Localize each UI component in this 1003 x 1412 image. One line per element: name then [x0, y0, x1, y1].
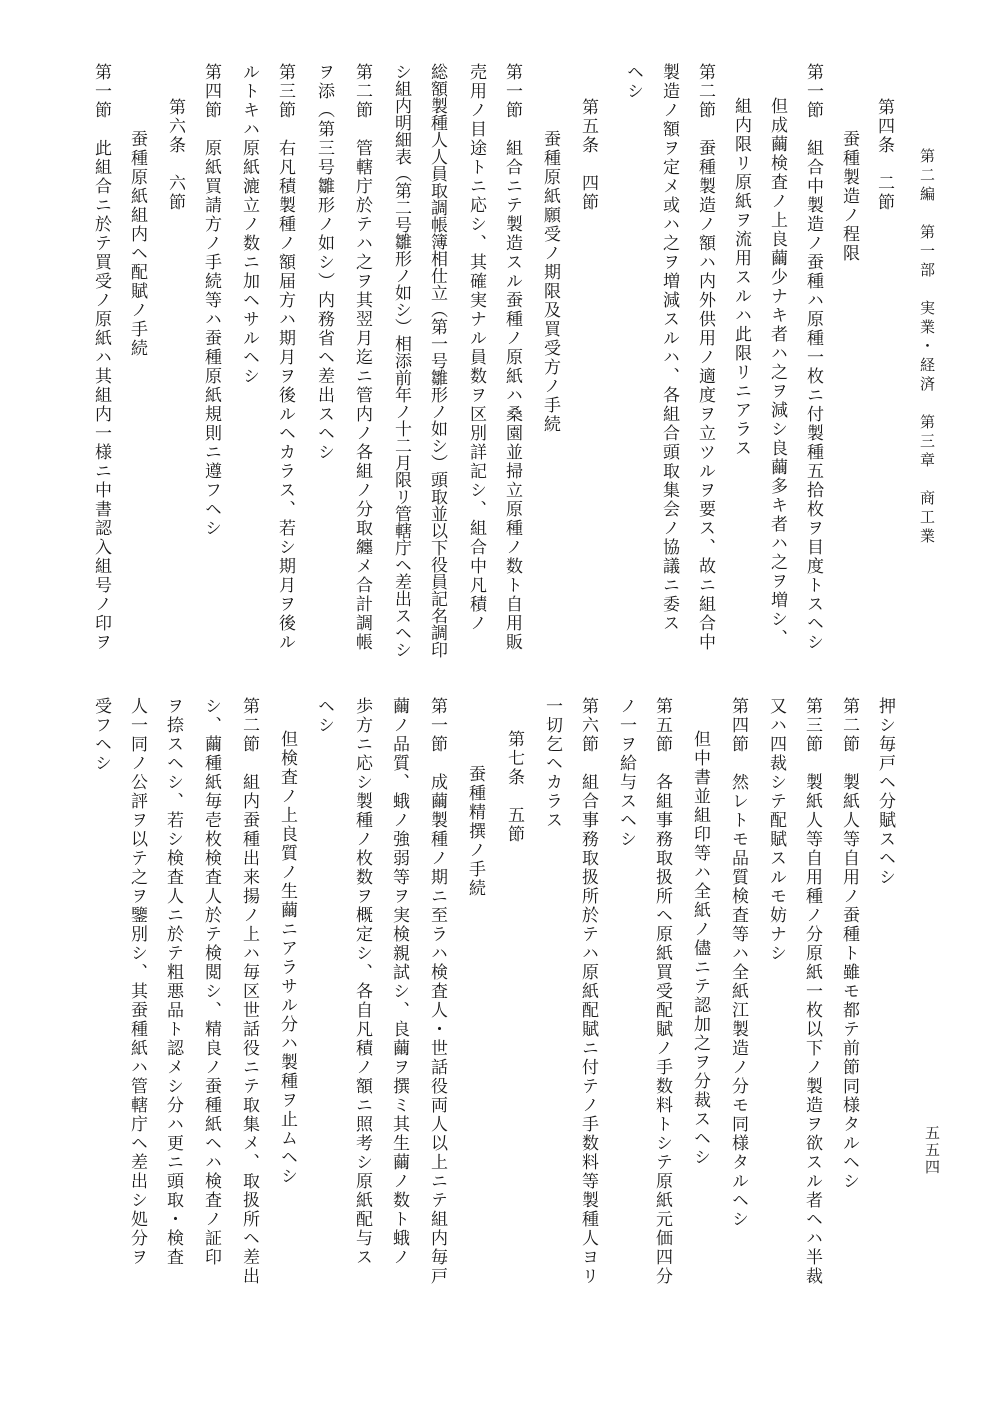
- page-number: 五五四: [923, 1125, 941, 1176]
- running-head: 第二編 第一部 実業・経済 第三章 商工業: [918, 148, 936, 547]
- text-column: 第四条 二節: [874, 98, 894, 212]
- text-column: 第四節 原紙買請方ノ手続等ハ蚕種原紙規則ニ遵フヘシ: [201, 63, 221, 538]
- text-column: 第三節 製紙人等自用種ノ分原紙一枚以下ノ製造ヲ欲スル者ヘハ半裁: [802, 697, 822, 1286]
- text-column: シ、繭種紙毎壱枚検査人於テ検閲シ、精良ノ蚕種紙ヘハ検査ノ証印: [201, 697, 221, 1267]
- text-column: 第六節 組合事務取扱所於テハ原紙配賦ニ付テノ手数料等製種人ヨリ: [578, 697, 598, 1286]
- text-column: 但成繭検査ノ上良繭少ナキ者ハ之ヲ減シ良繭多キ者ハ之ヲ増シ、: [767, 97, 787, 648]
- text-column: 製造ノ額ヲ定メ或ハ之ヲ増減スルハ、各組合頭取集会ノ協議ニ委ス: [659, 63, 679, 633]
- text-column: 第四節 然レトモ品質検査等ハ全紙江製造ノ分モ同様タルヘシ: [728, 697, 748, 1229]
- text-column: ヲ捺スヘシ、若シ検査人ニ於テ粗悪品ト認メシ分ハ更ニ頭取・検査: [163, 697, 183, 1267]
- text-column: 総額製種人人員取調帳簿相仕立（第一号雛形ノ如シ）頭取並以下役員記名調印: [427, 63, 447, 658]
- text-column: 売用ノ目途トニ応シ、其確実ナル員数ヲ区別詳記シ、組合中凡積ノ: [466, 63, 486, 633]
- text-column: 第二節 管轄庁於テハ之ヲ其翌月迄ニ管内ノ各組ノ分取纏メ合計調帳: [352, 63, 372, 652]
- text-column: 蚕種原紙組内ヘ配賦ノ手続: [127, 130, 147, 358]
- text-column: 蚕種精撰ノ手続: [465, 765, 485, 898]
- text-column: 歩方ニ応シ製種ノ枚数ヲ概定シ、各自凡積ノ額ニ照考シ原紙配与ス: [352, 697, 372, 1267]
- text-column: 蚕種製造ノ程限: [839, 130, 859, 263]
- text-column: ヘシ: [314, 697, 334, 735]
- text-column: 但検査ノ上良質ノ生繭ニアラサル分ハ製種ヲ止ムヘシ: [277, 730, 297, 1186]
- text-column: 第五節 各組事務取扱所ヘ原紙買受配賦ノ手数料トシテ原紙元価四分: [652, 697, 672, 1286]
- text-column: 第二節 製紙人等自用ノ蚕種ト雖モ都テ前節同様タルヘシ: [839, 697, 859, 1191]
- text-column: 第一節 此組合ニ於テ買受ノ原紙ハ其組内一様ニ中書認入組号ノ印ヲ: [91, 63, 111, 652]
- text-column: 第三節 右凡積製種ノ額届方ハ期月ヲ後ルヘカラス、若シ期月ヲ後ル: [275, 63, 295, 652]
- text-column: 但中書並組印等ハ全紙ノ儘ニテ認加之ヲ分裁スヘシ: [690, 730, 710, 1167]
- text-column: 第一節 組合ニテ製造スル蚕種ノ原紙ハ桑園並掃立原種ノ数ト自用販: [502, 63, 522, 652]
- text-column: ヘシ: [623, 63, 643, 101]
- text-column: 第七条 五節: [504, 730, 524, 844]
- text-column: 第二節 蚕種製造ノ額ハ内外供用ノ適度ヲ立ツルヲ要ス、故ニ組合中: [695, 63, 715, 652]
- text-column: 繭ノ品質、蛾ノ強弱等ヲ実検親試シ、良繭ヲ撰ミ其生繭ノ数ト蛾ノ: [389, 697, 409, 1267]
- text-column: 第一節 組合中製造ノ蚕種ハ原種一枚ニ付製種五拾枚ヲ目度トスヘシ: [803, 63, 823, 652]
- text-column: シ組内明細表（第二号雛形ノ如シ）相添前年ノ十二月限リ管轄庁ヘ差出スヘシ: [391, 63, 411, 658]
- text-column: 第五条 四節: [578, 98, 598, 212]
- text-column: ヲ添（第三号雛形ノ如シ）内務省ヘ差出スヘシ: [314, 63, 334, 462]
- text-column: 蚕種原紙願受ノ期限及買受方ノ手続: [540, 130, 560, 434]
- text-column: 第六条 六節: [165, 98, 185, 212]
- text-column: 押シ毎戸ヘ分賦スヘシ: [875, 697, 895, 887]
- text-column: 人一同ノ公評ヲ以テ之ヲ鑒別シ、其蚕種紙ハ管轄庁ヘ差出シ処分ヲ: [127, 697, 147, 1267]
- text-column: 一切乞ヘカラス: [542, 697, 562, 830]
- text-column: 受フヘシ: [91, 697, 111, 773]
- text-column: 第一節 成繭製種ノ期ニ至ラハ検査人・世話役両人以上ニテ組内毎戸: [427, 697, 447, 1286]
- text-column: 又ハ四裁シテ配賦スルモ妨ナシ: [766, 697, 786, 963]
- text-column: ルトキハ原紙漉立ノ数ニ加ヘサルヘシ: [239, 63, 259, 386]
- text-column: 第二節 組内蚕種出来揚ノ上ハ毎区世話役ニテ取集メ、取扱所ヘ差出: [239, 697, 259, 1286]
- text-column: ノ一ヲ給与スヘシ: [616, 697, 636, 849]
- text-column: 組内限リ原紙ヲ流用スルハ此限リニアラス: [731, 97, 751, 458]
